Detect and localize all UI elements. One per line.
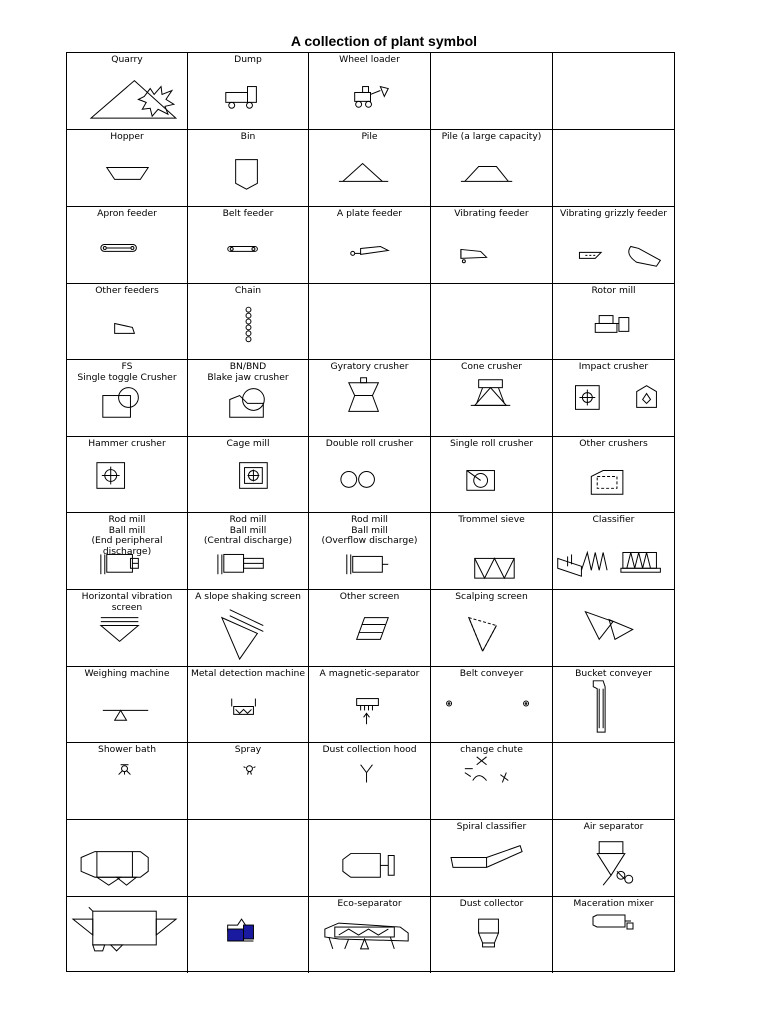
classifier-icon [553, 513, 674, 589]
symbol-label: Weighing machine [84, 668, 170, 679]
table-cell [309, 207, 431, 284]
metal-detector-icon [188, 667, 308, 742]
symbol-label: Cage mill [226, 438, 270, 449]
symbol-label: Single roll crusher [449, 438, 534, 449]
symbol-label: Cone crusher [460, 361, 523, 372]
symbol-label: Air separator [583, 821, 644, 832]
cone-crusher-icon [431, 360, 552, 436]
table-cell [431, 437, 553, 513]
table-cell [309, 820, 431, 897]
table-cell [67, 743, 188, 820]
table-cell [431, 820, 553, 897]
table-cell [431, 590, 553, 667]
single-toggle-crusher-icon [67, 360, 187, 436]
table-cell [188, 820, 309, 897]
horizontal-vibration-screen-icon [67, 590, 187, 666]
symbol-label: Trommel sieve [458, 514, 525, 525]
scalping-screen-icon [431, 590, 552, 666]
weighing-machine-icon [67, 667, 187, 742]
cage-mill-icon [188, 437, 308, 512]
table-cell [553, 743, 674, 820]
magnetic-separator-icon [309, 667, 430, 742]
symbol-label: A slope shaking screen [195, 591, 301, 602]
symbol-label: A plate feeder [336, 208, 403, 219]
table-cell [67, 284, 188, 360]
table-cell [309, 667, 431, 743]
table-cell [188, 590, 309, 667]
spray-icon [188, 743, 308, 819]
symbol-label: Bin [240, 131, 256, 142]
table-cell [67, 130, 188, 207]
kiln-icon [67, 897, 187, 973]
symbol-label: Hopper [110, 131, 144, 142]
table-cell [188, 667, 309, 743]
slope-shaking-screen-icon [188, 590, 308, 666]
single-roll-crusher-icon [431, 437, 552, 512]
table-cell [553, 437, 674, 513]
symbol-label: Spiral classifier [456, 821, 527, 832]
symbol-label: Pile [361, 131, 378, 142]
table-cell [309, 590, 431, 667]
bin-icon [188, 130, 308, 206]
table-cell [553, 513, 674, 590]
other-feeder-icon [67, 284, 187, 359]
table-cell [431, 53, 553, 130]
table-cell [188, 130, 309, 207]
vibrating-grizzly-feeder-icon [553, 207, 674, 283]
table-cell [188, 437, 309, 513]
symbol-label: A magnetic-separator [319, 668, 420, 679]
symbol-table [66, 52, 675, 972]
symbol-label: Belt conveyer [459, 668, 524, 679]
rotor-mill-icon [553, 284, 674, 359]
symbol-label: Eco-separator [337, 898, 402, 909]
blue-unit-icon [188, 897, 308, 973]
screen-pair-icon [553, 590, 674, 666]
table-cell [309, 437, 431, 513]
quarry-icon [67, 53, 187, 129]
symbol-label: Apron feeder [97, 208, 157, 219]
table-cell [553, 284, 674, 360]
large-pile-icon [431, 130, 552, 206]
page-title: A collection of plant symbol [290, 33, 478, 49]
overflow-discharge-mill-icon [309, 513, 430, 589]
symbol-label: Other crushers [579, 438, 648, 449]
spiral-classifier-icon [431, 820, 552, 896]
table-cell [309, 743, 431, 820]
symbol-label: Pile (a large capacity) [441, 131, 542, 142]
symbol-label: Other screen [339, 591, 400, 602]
tube-mill-icon [67, 820, 187, 896]
belt-conveyer-icon [431, 667, 552, 742]
table-cell [67, 360, 188, 437]
symbol-label: Hammer crusher [88, 438, 166, 449]
plate-feeder-icon [309, 207, 430, 283]
impact-crusher-icon [553, 360, 674, 436]
bucket-conveyer-icon [553, 667, 674, 742]
shower-bath-icon [67, 743, 187, 819]
table-cell [67, 897, 188, 973]
double-roll-crusher-icon [309, 437, 430, 512]
symbol-label: Other feeders [95, 285, 159, 296]
table-cell [188, 360, 309, 437]
symbol-label: Rotor mill [591, 285, 636, 296]
apron-feeder-icon [67, 207, 187, 283]
symbol-label: Maceration mixer [573, 898, 654, 909]
table-cell [309, 513, 431, 590]
symbol-label: Dust collector [459, 898, 524, 909]
drum-icon [309, 820, 430, 896]
hopper-icon [67, 130, 187, 206]
table-cell [188, 513, 309, 590]
maceration-mixer-icon [553, 897, 674, 973]
chain-icon [188, 284, 308, 359]
symbol-label: Double roll crusher [325, 438, 414, 449]
symbol-label: Shower bath [97, 744, 157, 755]
symbol-label: Scalping screen [455, 591, 528, 602]
table-cell [188, 53, 309, 130]
symbol-label: Quarry [111, 54, 143, 65]
symbol-label: Horizontal vibration screen [81, 591, 173, 613]
table-cell [67, 820, 188, 897]
wheel-loader-icon [309, 53, 430, 129]
end-discharge-mill-icon [67, 513, 187, 589]
symbol-label: Belt feeder [222, 208, 274, 219]
eco-separator-icon [309, 897, 430, 973]
table-cell [553, 590, 674, 667]
table-cell [553, 53, 674, 130]
air-separator-icon [553, 820, 674, 896]
symbol-label: Spray [234, 744, 262, 755]
table-cell [309, 284, 431, 360]
table-cell [431, 284, 553, 360]
other-screen-icon [309, 590, 430, 666]
table-cell [188, 743, 309, 820]
table-cell [431, 130, 553, 207]
trommel-sieve-icon [431, 513, 552, 589]
table-cell [67, 513, 188, 590]
dust-collection-hood-icon [309, 743, 430, 819]
symbol-label: change chute [460, 744, 523, 755]
table-cell [309, 897, 431, 973]
table-cell [309, 130, 431, 207]
symbol-label: Vibrating grizzly feeder [559, 208, 668, 219]
table-cell [431, 513, 553, 590]
table-cell [67, 667, 188, 743]
change-chute-icon [431, 743, 552, 819]
symbol-label: Impact crusher [578, 361, 649, 372]
other-crusher-icon [553, 437, 674, 512]
table-cell [431, 360, 553, 437]
symbol-label: Rod mill Ball mill (Overflow discharge) [321, 514, 418, 546]
symbol-label: Dust collection hood [322, 744, 417, 755]
gyratory-crusher-icon [309, 360, 430, 436]
table-cell [553, 667, 674, 743]
symbol-label: Bucket conveyer [575, 668, 652, 679]
table-cell [309, 53, 431, 130]
symbol-label: Classifier [592, 514, 635, 525]
table-cell [188, 207, 309, 284]
hammer-crusher-icon [67, 437, 187, 512]
symbol-label: Rod mill Ball mill (Central discharge) [203, 514, 293, 546]
symbol-label: Chain [234, 285, 262, 296]
table-cell [67, 53, 188, 130]
belt-feeder-icon [188, 207, 308, 283]
symbol-label: Vibrating feeder [454, 208, 529, 219]
table-cell [553, 897, 674, 973]
blake-jaw-crusher-icon [188, 360, 308, 436]
dust-collector-icon [431, 897, 552, 973]
table-cell [309, 360, 431, 437]
table-cell [67, 590, 188, 667]
table-cell [431, 667, 553, 743]
table-cell [553, 207, 674, 284]
symbol-label: BN/BND Blake jaw crusher [207, 361, 289, 383]
table-cell [431, 743, 553, 820]
vibrating-feeder-icon [431, 207, 552, 283]
symbol-label: Wheel loader [339, 54, 400, 65]
symbol-label: FS Single toggle Crusher [77, 361, 177, 383]
pile-icon [309, 130, 430, 206]
table-cell [553, 820, 674, 897]
table-cell [67, 437, 188, 513]
table-cell [431, 207, 553, 284]
symbol-label: Rod mill Ball mill (End peripheral discharge) [91, 514, 163, 557]
table-cell [188, 897, 309, 973]
table-cell [67, 207, 188, 284]
symbol-label: Dump [234, 54, 262, 65]
symbol-label: Metal detection machine [190, 668, 306, 679]
table-cell [188, 284, 309, 360]
symbol-label: Gyratory crusher [330, 361, 409, 372]
central-discharge-mill-icon [188, 513, 308, 589]
table-cell [553, 130, 674, 207]
dump-truck-icon [188, 53, 308, 129]
table-cell [553, 360, 674, 437]
table-cell [431, 897, 553, 973]
